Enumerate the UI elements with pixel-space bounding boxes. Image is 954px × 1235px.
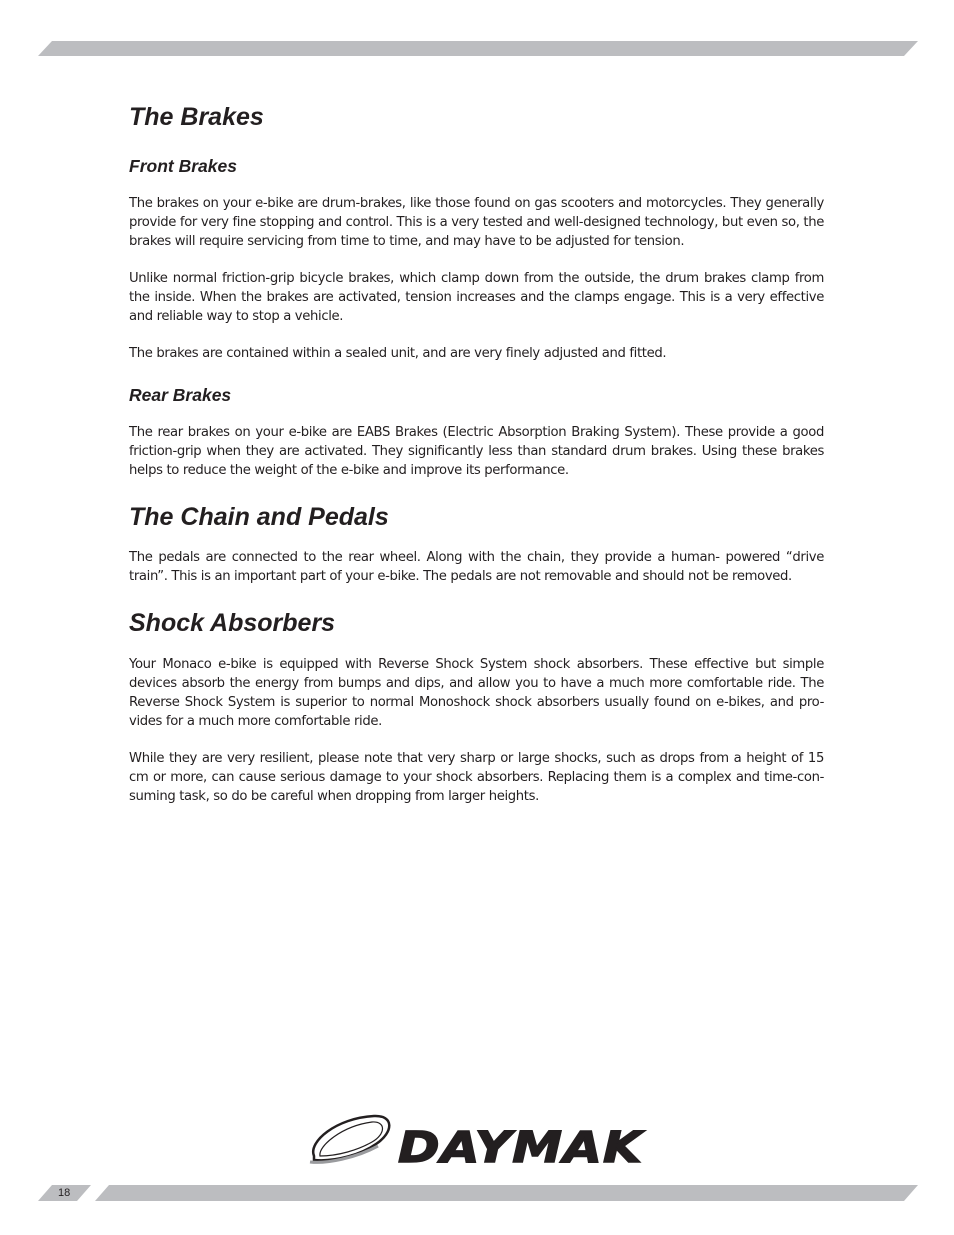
paragraph-front-brakes-2: Unlike normal friction-grip bicycle brakes, which clamp down from the outside, the drum brakes clamp from the inside. When the brakes are activated, tension increases and the clamps engage. This is a very effective and reliable way to stop a vehicle. xyxy=(129,271,824,324)
page-number: 18 xyxy=(58,1187,71,1199)
paragraph-shock-absorbers-2: While they are very resilient, please note that very sharp or large shocks, such as drops from a height of 15 cm or more, can cause serious damage to your shock absorbers. Replacing them is a complex and time-con-suming task, so do be careful when dropping from larger heights. xyxy=(129,751,824,804)
section-title-brakes: The Brakes xyxy=(129,103,264,131)
footer-decorative-bar xyxy=(38,1185,918,1201)
paragraph-shock-absorbers-1: Your Monaco e-bike is equipped with Reverse Shock System shock absorbers. These effective but simple devices absorb the energy from bumps and dips, and allow you to have a much more comfortable ride. The Reverse Shock System is superior to normal Monoshock shock absorbers usually found on e-bikes, and pro-vides for a much more comfortable ride. xyxy=(129,657,824,729)
subsection-title-rear-brakes: Rear Brakes xyxy=(129,385,232,405)
paragraph-chain-pedals: The pedals are connected to the rear wheel. Along with the chain, they provide a human- powered “drive train”. This is an important part of your e-bike. The pedals are not removable and should not be removed. xyxy=(129,550,824,584)
section-title-chain-pedals: The Chain and Pedals xyxy=(129,503,389,531)
header-decorative-bar xyxy=(38,41,918,56)
paragraph-rear-brakes: The rear brakes on your e-bike are EABS Brakes (Electric Absorption Braking System). These provide a good friction-grip when they are activated. They significantly less than standard drum brakes. Using these brakes helps to reduce the weight of the e-bike and improve its performance. xyxy=(129,425,824,478)
paragraph-front-brakes-3: The brakes are contained within a sealed unit, and are very finely adjusted and fitted. xyxy=(129,346,667,361)
section-title-shock-absorbers: Shock Absorbers xyxy=(129,609,336,637)
paragraph-front-brakes-1: The brakes on your e-bike are drum-brakes, like those found on gas scooters and motorcycles. They generally provide for very fine stopping and control. This is a very tested and well-designed technology, but even so, the brakes will require servicing from time to time, and may have to be adjusted for tension. xyxy=(129,196,824,249)
page-content xyxy=(129,100,824,806)
swoosh-icon xyxy=(310,1116,389,1162)
logo-wordmark: DAYMAK xyxy=(398,1123,645,1168)
daymak-logo xyxy=(306,1112,648,1168)
subsection-title-front-brakes: Front Brakes xyxy=(129,156,237,176)
